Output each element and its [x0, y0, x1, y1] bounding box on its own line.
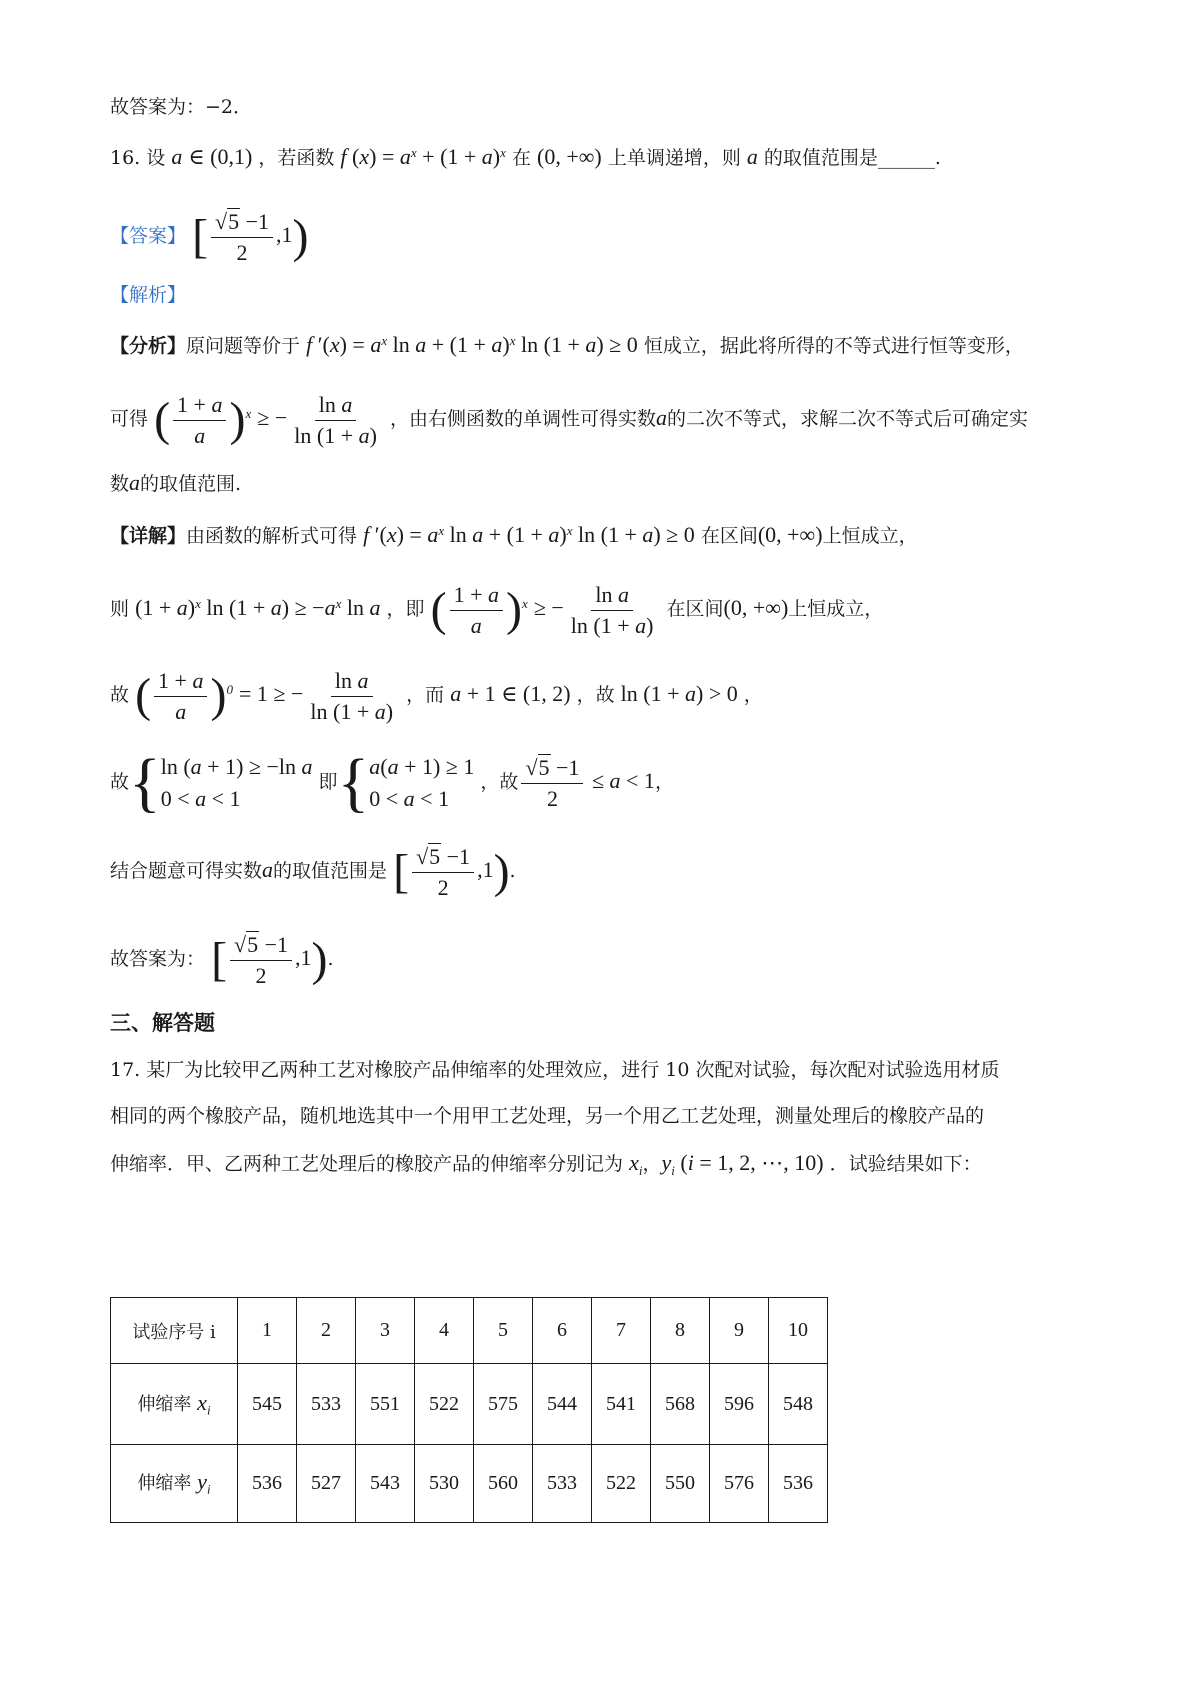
- index-cell: 6: [533, 1298, 592, 1364]
- x-cell: 596: [710, 1364, 769, 1445]
- fenxi-text-2: 恒成立，据此将所得的不等式进行恒等变形，: [643, 335, 1024, 357]
- index-cell: 3: [356, 1298, 415, 1364]
- x-cell: 545: [238, 1364, 297, 1445]
- q17-line-3: 伸缩率．甲、乙两种工艺处理后的橡胶产品的伸缩率分别记为 $x_i$，$y_i$ (i = 1, 2, ⋯, 10) ．试验结果如下：: [110, 1150, 982, 1178]
- y-cell: 536: [769, 1445, 828, 1523]
- xiangjie-text-9: ，而: [406, 684, 445, 706]
- y-cell: 522: [592, 1445, 651, 1523]
- q16-text-3: 在: [511, 147, 531, 169]
- y-cell: 576: [710, 1445, 769, 1523]
- xiangjie-text-5: ，即: [386, 598, 425, 620]
- xiangjie-text-15: ，: [654, 771, 674, 793]
- xiangjie-text-14: ，故: [480, 771, 519, 793]
- xiangjie-text-13: 即: [318, 771, 338, 793]
- q17-line-1: 17. 某厂为比较甲乙两种工艺对橡胶产品伸缩率的处理效应，进行 10 次配对试验，每次配对试验选用材质: [110, 1059, 1000, 1081]
- fenxi-line-1: 【分析】原问题等价于 f $'(x) = a^x$ $\ln a + (1 + a)^x$ ln (1 + a) ≥ 0 恒成立，据此将所得的不等式进行恒等变形，: [110, 332, 1024, 357]
- q16-text-5: 的取值范围是______.: [763, 147, 941, 169]
- x-cell: 533: [297, 1364, 356, 1445]
- index-cell: 1: [238, 1298, 297, 1364]
- fenxi-text-1: 原问题等价于: [186, 335, 301, 357]
- xiangjie-text-8: 故: [110, 684, 130, 706]
- xiangjie-text-20: .: [327, 948, 334, 970]
- xiangjie-line-6: 故答案为： [ $\frac{√5 -1}{2}$ ,1).: [110, 931, 334, 988]
- q17-line-2: 相同的两个橡胶产品，随机地选其中一个用甲工艺处理，另一个用乙工艺处理，测量处理后的橡胶产品的: [110, 1105, 985, 1127]
- y-cell: 536: [238, 1445, 297, 1523]
- row-label-y: 伸缩率 $y_i$: [111, 1445, 238, 1523]
- x-cell: 544: [533, 1364, 592, 1445]
- q17-text-3a: 伸缩率．甲、乙两种工艺处理后的橡胶产品的伸缩率分别记为: [110, 1153, 624, 1175]
- xiangjie-text-18: .: [509, 860, 516, 882]
- table-header-cell: 试验序号 i: [111, 1298, 238, 1364]
- fenxi-line-2: 可得 ( $\frac{1 + a}{a}$ )$^x$ ≥ − $\frac{\text{ln a}}{\ln (1 + a)}$ ，由右侧函数的单调性可得实数a的二次不等式，求解二次不等式后可确定实: [110, 391, 1029, 448]
- index-cell: 8: [651, 1298, 710, 1364]
- xiangjie-text-16: 结合题意可得实数: [110, 860, 263, 882]
- answer-line: 【答案】 [ $\frac{√5 -1}{2}$ ,1): [110, 208, 309, 265]
- xiangjie-text-19: 故答案为：: [110, 948, 206, 970]
- x-cell: 568: [651, 1364, 710, 1445]
- xiangjie-line-5: 结合题意可得实数a的取值范围是 [ $\frac{√5 -1}{2}$ ,1).: [110, 843, 516, 900]
- question-16: 16. 设 a ∈ (0,1) ，若函数 f $(x) = a^x + (1 + a)^x$ 在 (0, +∞) 上单调递增，则 a 的取值范围是______.: [110, 144, 941, 169]
- q16-text-2: ，若函数: [258, 147, 335, 169]
- xiangjie-text-3: 上恒成立，: [822, 525, 918, 547]
- q16-text-4: 上单调递增，则: [607, 147, 741, 169]
- fenxi-text-3: 可得: [110, 408, 149, 430]
- x-cell: 575: [474, 1364, 533, 1445]
- x-cell: 541: [592, 1364, 651, 1445]
- xiangjie-line-1: 【详解】由函数的解析式可得 f $'(x) = a^x$ $\ln a + (1 + a)^x$ ln (1 + a) ≥ 0 在区间(0, +∞)上恒成立，: [110, 522, 918, 547]
- fenxi-text-6: 数: [110, 473, 130, 495]
- fenxi-tag: 【分析】: [110, 335, 187, 357]
- section-title: 三、解答题: [110, 1010, 215, 1035]
- index-cell: 9: [710, 1298, 769, 1364]
- xiangjie-text-1: 由函数的解析式可得: [186, 525, 358, 547]
- analysis-tag: 【解析】: [110, 284, 187, 306]
- y-cell: 550: [651, 1445, 710, 1523]
- index-cell: 5: [474, 1298, 533, 1364]
- index-cell: 4: [415, 1298, 474, 1364]
- xiangjie-text-17: 的取值范围是: [273, 860, 388, 882]
- fenxi-text-4: ，由右侧函数的单调性可得实数: [390, 408, 657, 430]
- index-cell: 10: [769, 1298, 828, 1364]
- xiangjie-line-4: 故{ ln (a + 1) ≥ −ln a 0 < a < 1 即{ a(a + 1) ≥ 1 0 < a < 1 ，故 $\frac{√5 -1}{2}$ ≤ a < 1，: [110, 746, 674, 819]
- row-label-x: 伸缩率 $x_i$: [111, 1364, 238, 1445]
- xiangjie-line-2: 则 $(1 + a)^x$ $\ln (1 + a) \ge -a^x$ ln a ，即 ( $\frac{1 + a}{a}$ )$^x$ ≥ − $\frac{\text{ln a}}{\ln (1 + a)}$ 在区间(0, +∞)上恒成立，: [110, 581, 884, 638]
- index-cell: 7: [592, 1298, 651, 1364]
- q17-text-3b: ．试验结果如下：: [829, 1153, 982, 1175]
- row-x-label-text: 伸缩率: [137, 1393, 192, 1415]
- xiangjie-text-4: 则: [110, 598, 130, 620]
- table-row-y: [111, 1445, 828, 1523]
- table-row-x: [111, 1364, 828, 1445]
- q16-text-1: 设: [146, 147, 166, 169]
- xiangjie-text-6: 在区间: [666, 598, 724, 620]
- y-cell: 560: [474, 1445, 533, 1523]
- xiangjie-tag: 【详解】: [110, 525, 187, 547]
- y-cell: 530: [415, 1445, 474, 1523]
- table-row-index: [111, 1298, 828, 1364]
- x-cell: 522: [415, 1364, 474, 1445]
- x-cell: 548: [769, 1364, 828, 1445]
- fenxi-text-7: 的取值范围.: [140, 473, 242, 495]
- xiangjie-line-3: 故 ( $\frac{1 + a}{a}$ )$^0$ = 1 ≥ − $\frac{\text{ln a}}{\ln (1 + a)}$ ，而 a + 1 ∈ (1, 2) ，故 ln (1 + a) > 0 ，: [110, 667, 763, 724]
- prev-answer-line: [110, 92, 252, 122]
- xiangjie-text-11: ，: [743, 684, 763, 706]
- answer-tag: 【答案】: [110, 225, 187, 247]
- x-cell: 551: [356, 1364, 415, 1445]
- xiangjie-text-10: ，故: [576, 684, 615, 706]
- fenxi-text-5: 的二次不等式，求解二次不等式后可确定实: [667, 408, 1029, 430]
- experiment-table: [110, 1297, 828, 1523]
- analysis-line: [110, 280, 186, 310]
- xiangjie-text-2: 在区间: [700, 525, 758, 547]
- prev-answer-text: 故答案为：−2．: [110, 96, 253, 118]
- fenxi-line-3: 数a的取值范围.: [110, 470, 242, 495]
- y-cell: 543: [356, 1445, 415, 1523]
- xiangjie-text-7: 上恒成立，: [788, 598, 884, 620]
- index-cell: 2: [297, 1298, 356, 1364]
- row-y-label-text: 伸缩率: [137, 1473, 192, 1495]
- y-cell: 533: [533, 1445, 592, 1523]
- y-cell: 527: [297, 1445, 356, 1523]
- q16-number: 16.: [110, 147, 141, 169]
- xiangjie-text-12: 故: [110, 771, 130, 793]
